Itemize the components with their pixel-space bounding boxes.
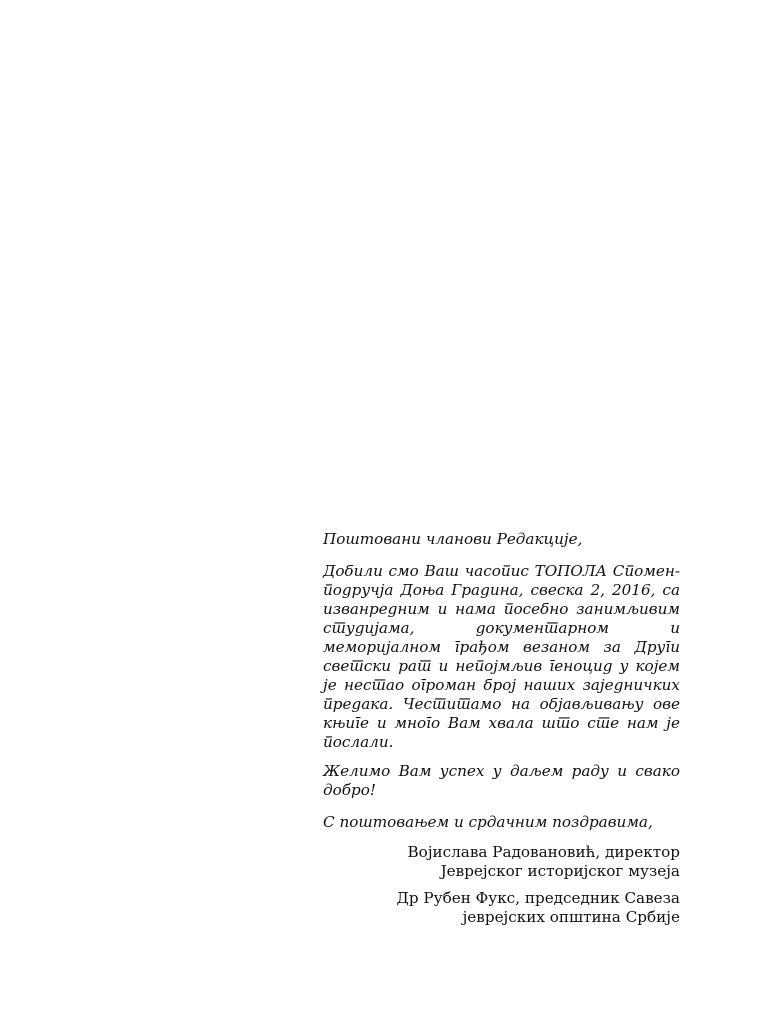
signature-director [323, 843, 680, 881]
letter [323, 530, 680, 935]
letter-salutation: Поштовани чланови Редакције, [323, 530, 583, 548]
signature-director-name: Војислава Радовановић, директор [407, 843, 680, 861]
letter-body: Добили смо Ваш часопис ТОПОЛА Спомен-подручја Доња Градина, свеска 2, 2016, са изванредним и нама посебно занимљивим студијама, документарном и меморијалном грађом везаном за Други светски рат и непојмљив геноцид у којем је нестао огроман број наших заједничких предака. Честитамо на објављивању ове књиге и много Вам хвала што сте нам је послали. [323, 562, 680, 751]
letter-wish: Желимо Вам успех у даљем раду и свако добро! [323, 762, 680, 799]
signature-president-name: Др Рубен Фукс, председник Савеза [396, 889, 680, 907]
signature-director-institution: Јеврејског историјског музеја [440, 862, 680, 880]
letter-closing: С поштовањем и срдачним поздравима, [323, 813, 653, 831]
signature-president [323, 889, 680, 927]
signature-president-institution: јеврејских општина Србије [462, 908, 680, 926]
